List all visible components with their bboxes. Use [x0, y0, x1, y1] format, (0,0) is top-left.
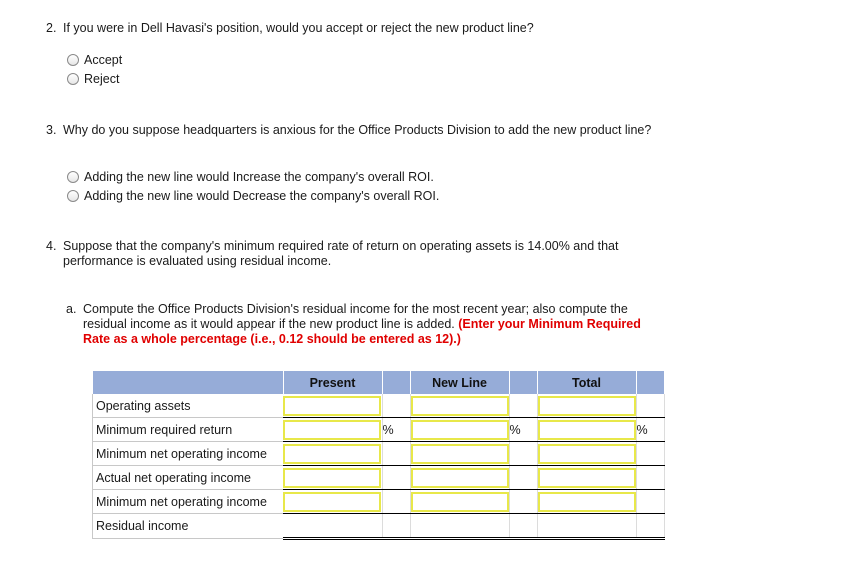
unit-cell [509, 490, 537, 514]
unit-cell [509, 514, 537, 539]
unit-cell [509, 442, 537, 466]
option-reject[interactable] [67, 71, 119, 87]
radio-button[interactable] [67, 73, 79, 85]
question-number: 3. [46, 123, 57, 137]
unit-cell [382, 442, 410, 466]
option-label: Accept [84, 53, 123, 67]
header-present: Present [283, 371, 382, 394]
present-cell [283, 466, 382, 490]
total-input[interactable] [538, 420, 636, 440]
present-input[interactable] [283, 444, 381, 464]
percent-sign: % [382, 418, 410, 442]
question-text [83, 302, 668, 347]
new-line-cell [410, 442, 509, 466]
total-cell [537, 394, 636, 418]
present-input[interactable] [283, 420, 381, 440]
unit-cell [636, 442, 664, 466]
table-row [93, 514, 665, 539]
option-label: Reject [84, 72, 120, 86]
instruction-text: (Enter your Minimum Required Rate as a whole percentage (i.e., 0.12 should be entered as 12).) [83, 317, 641, 346]
question-body: Compute the Office Products Division's residual income for the most recent year; also compute the residual income as it would appear if the new product line is added. [83, 302, 628, 331]
table-row [93, 394, 665, 418]
header-spacer [509, 371, 537, 394]
question-text: Why do you suppose headquarters is anxious for the Office Products Division to add the new product line? [63, 123, 652, 137]
new-line-input[interactable] [411, 396, 509, 416]
new-line-input[interactable] [411, 492, 509, 512]
row-label: Minimum required return [93, 418, 284, 442]
table-row [93, 490, 665, 514]
row-label: Actual net operating income [93, 466, 284, 490]
row-label: Operating assets [93, 394, 284, 418]
question-letter: a. [66, 302, 77, 316]
radio-button[interactable] [67, 54, 79, 66]
table-row [93, 418, 665, 442]
unit-cell [509, 466, 537, 490]
total-cell [537, 514, 636, 539]
table-row [93, 466, 665, 490]
new-line-cell [410, 490, 509, 514]
question-number: 2. [46, 21, 57, 35]
new-line-cell [410, 394, 509, 418]
unit-cell [636, 466, 664, 490]
total-cell [537, 418, 636, 442]
question-number: 4. [46, 239, 57, 253]
row-label: Minimum net operating income [93, 442, 284, 466]
new-line-cell [410, 514, 509, 539]
row-label: Residual income [93, 514, 284, 539]
total-input[interactable] [538, 492, 636, 512]
option-increase-roi[interactable] [67, 169, 434, 185]
option-decrease-roi[interactable] [67, 188, 439, 204]
new-line-input[interactable] [411, 444, 509, 464]
percent-sign: % [509, 418, 537, 442]
unit-cell [382, 490, 410, 514]
radio-button[interactable] [67, 171, 79, 183]
total-input[interactable] [538, 516, 636, 536]
header-spacer [382, 371, 410, 394]
unit-cell [382, 514, 410, 539]
total-input[interactable] [538, 468, 636, 488]
new-line-cell [410, 466, 509, 490]
percent-sign: % [636, 418, 664, 442]
present-cell [283, 490, 382, 514]
unit-cell [382, 466, 410, 490]
present-input[interactable] [283, 516, 381, 536]
new-line-cell [410, 418, 509, 442]
radio-button[interactable] [67, 190, 79, 202]
header-new-line: New Line [410, 371, 509, 394]
unit-cell [509, 394, 537, 418]
new-line-input[interactable] [411, 516, 509, 536]
header-blank [93, 371, 284, 394]
total-input[interactable] [538, 396, 636, 416]
total-cell [537, 466, 636, 490]
present-input[interactable] [283, 468, 381, 488]
row-label: Minimum net operating income [93, 490, 284, 514]
unit-cell [382, 394, 410, 418]
question-text: If you were in Dell Havasi's position, would you accept or reject the new product line? [63, 21, 534, 35]
new-line-input[interactable] [411, 420, 509, 440]
total-cell [537, 490, 636, 514]
table-row [93, 442, 665, 466]
unit-cell [636, 514, 664, 539]
header-spacer [636, 371, 664, 394]
option-accept[interactable] [67, 52, 122, 68]
present-cell [283, 418, 382, 442]
present-input[interactable] [283, 492, 381, 512]
present-cell [283, 442, 382, 466]
unit-cell [636, 490, 664, 514]
present-cell [283, 514, 382, 539]
present-cell [283, 394, 382, 418]
total-input[interactable] [538, 444, 636, 464]
residual-income-table [92, 371, 665, 540]
question-text: Suppose that the company's minimum required rate of return on operating assets is 14.00% and that performance is evaluated using residual income. [63, 239, 619, 268]
total-cell [537, 442, 636, 466]
unit-cell [636, 394, 664, 418]
header-total: Total [537, 371, 636, 394]
table-header-row [93, 371, 665, 394]
option-label: Adding the new line would Increase the company's overall ROI. [84, 170, 434, 184]
option-label: Adding the new line would Decrease the company's overall ROI. [84, 189, 440, 203]
present-input[interactable] [283, 396, 381, 416]
new-line-input[interactable] [411, 468, 509, 488]
